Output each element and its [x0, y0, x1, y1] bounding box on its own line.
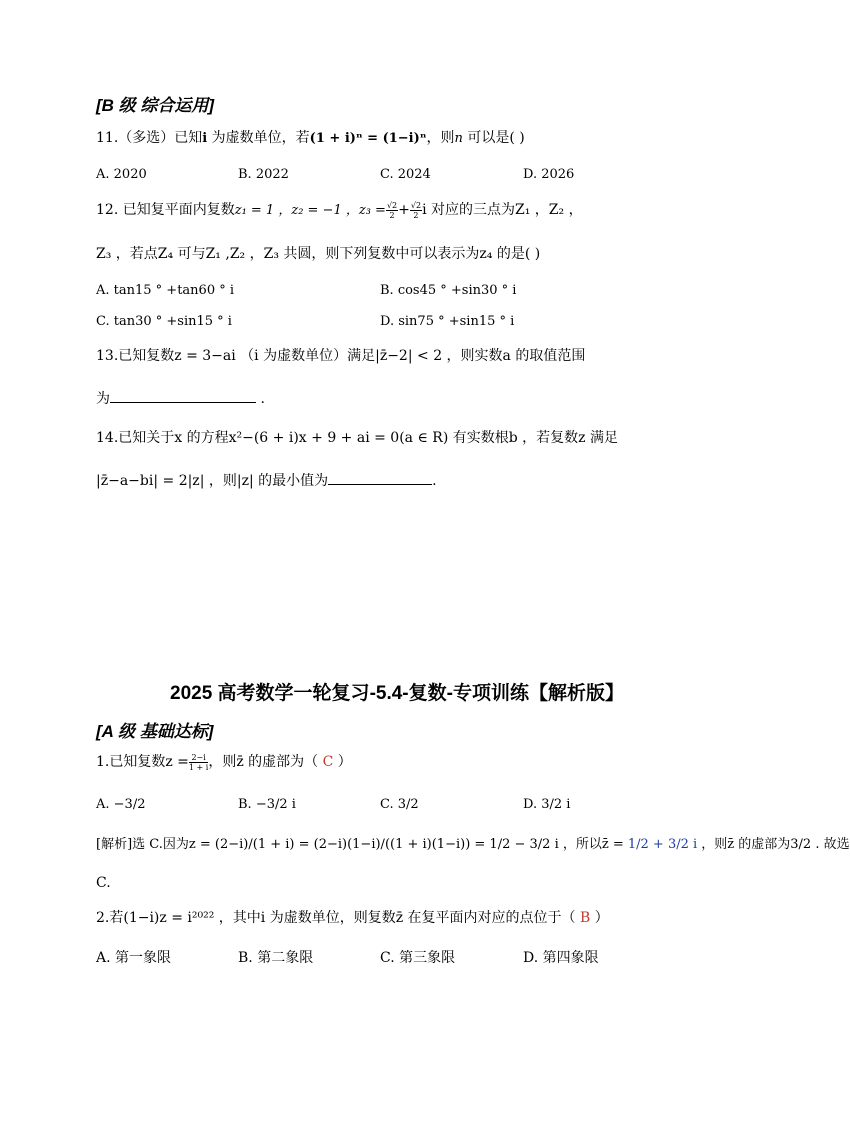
q1-analysis-line1 — [96, 835, 850, 855]
q12-tail: i 对应的三点为Z₁ ，Z₂ ， — [422, 202, 583, 218]
q1-analysis-line2: C. — [96, 875, 111, 891]
q12-prefix: 12. 已知复平面内复数 — [96, 202, 235, 218]
q11-mid: 为虚数单位，若 — [207, 130, 310, 146]
q13-prefix: 为 — [96, 391, 110, 407]
q2-option-c: C. 第三象限 — [380, 950, 456, 966]
q13-answer-blank[interactable] — [110, 388, 256, 403]
question-12-line1 — [96, 200, 583, 221]
q14-suffix: . — [432, 473, 437, 489]
question-14-line2 — [96, 470, 437, 491]
q2-prefix: 2.若(1−i)z = i²⁰²² ，其中i 为虚数单位，则复数z̄ 在复平面内对应的点位于（ — [96, 910, 580, 926]
q12-option-a: A. tan15 ° +tan60 ° i — [96, 283, 235, 298]
document-title: 2025 高考数学一轮复习-5.4-复数-专项训练【解析版】 — [170, 683, 624, 704]
q12-frac-1 — [386, 201, 398, 220]
q11-option-b: B. 2022 — [238, 167, 289, 182]
q14-prefix: |z̄−a−bi| = 2|z| ，则|z| 的最小值为 — [96, 473, 329, 489]
question-1 — [96, 752, 352, 772]
q1-answer: C — [322, 754, 334, 770]
question-2 — [96, 908, 609, 928]
section-b-heading: [B 级 综合运用] — [96, 96, 215, 115]
q12-frac-2-num: √2 — [410, 200, 422, 210]
q2-option-b: B. 第二象限 — [238, 950, 314, 966]
q11-i: i — [202, 131, 208, 146]
question-13-line2 — [96, 388, 265, 409]
q1-analysis-conjugate: 1/2 + 3/2 i — [623, 837, 698, 852]
question-14-line1: 14.已知关于x 的方程x²−(6 + i)x + 9 + ai = 0(a ∈ R) 有实数根b ，若复数z 满足 — [96, 430, 618, 446]
q1-mid: ，则z̄ 的虚部为（ — [208, 754, 323, 770]
q1-end: ） — [333, 754, 352, 770]
q12-plus: + — [398, 202, 410, 218]
q1-option-d: D. 3/2 i — [523, 797, 571, 812]
q12-frac-1-den: 2 — [389, 210, 395, 220]
q1-option-a: A. −3/2 — [96, 797, 146, 812]
q11-n: n — [454, 131, 463, 146]
q12-frac-2-den: 2 — [413, 210, 419, 220]
question-12-line2: Z₃ ，若点Z₄ 可与Z₁ ,Z₂ ，Z₃ 共圆，则下列复数中可以表示为z₄ 的是( ) — [96, 246, 541, 262]
q1-frac-den: 1 + i — [188, 762, 209, 772]
q12-option-b: B. cos45 ° +sin30 ° i — [380, 283, 517, 298]
q1-frac — [189, 753, 208, 772]
q2-answer: B — [579, 910, 591, 926]
question-11 — [96, 128, 525, 149]
q1-analysis-text: [解析]选 C.因为z = (2−i)/(1 + i) = (2−i)(1−i)/((1 + i)(1−i)) = 1/2 − 3/2 i ，所以z̄ = — [96, 837, 624, 852]
q13-suffix: . — [256, 391, 265, 407]
q12-option-c: C. tan30 ° +sin15 ° i — [96, 314, 232, 329]
q12-values: z₁ = 1 ，z₂ = −1 ，z₃ = — [234, 203, 386, 218]
q2-option-a: A. 第一象限 — [96, 950, 172, 966]
q11-prefix: 11.（多选）已知 — [96, 130, 203, 146]
q12-option-d: D. sin75 ° +sin15 ° i — [380, 314, 515, 329]
q1-option-b: B. −3/2 i — [238, 797, 296, 812]
q11-option-c: C. 2024 — [380, 167, 431, 182]
q11-expr: (1 + i)ⁿ = (1−i)ⁿ — [309, 131, 427, 146]
q12-frac-2 — [410, 201, 422, 220]
q1-prefix: 1.已知复数z = — [96, 754, 189, 770]
q12-frac-1-num: √2 — [386, 200, 398, 210]
q11-option-d: D. 2026 — [523, 167, 575, 182]
q1-option-c: C. 3/2 — [380, 797, 419, 812]
q14-answer-blank[interactable] — [328, 470, 432, 485]
q11-option-a: A. 2020 — [96, 167, 147, 182]
q11-end: 可以是( ) — [462, 130, 525, 146]
q1-frac-num: 2−i — [189, 753, 208, 763]
section-a-heading: [A 级 基础达标] — [96, 722, 214, 741]
q2-option-d: D. 第四象限 — [523, 950, 599, 966]
q11-tail: ，则 — [426, 130, 455, 146]
question-13-line1: 13.已知复数z = 3−ai （i 为虚数单位）满足|z̄−2| < 2 ，则实数a 的取值范围 — [96, 348, 586, 364]
q1-analysis-conclusion: ，则z̄ 的虚部为3/2 . 故选 — [697, 837, 850, 852]
q2-end: ） — [590, 910, 609, 926]
